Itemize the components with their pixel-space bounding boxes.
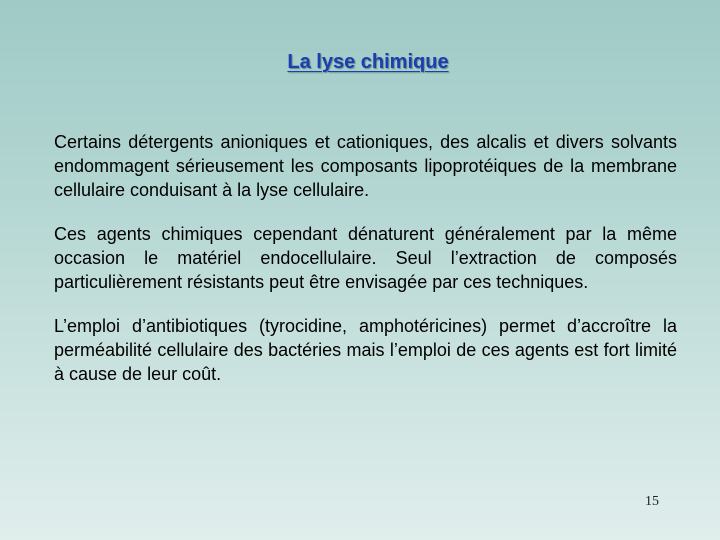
paragraph-detergents: Certains détergents anioniques et cationiques, des alcalis et divers solvants endommagent sérieusement les composants lipoprotéiques de la membrane cellulaire conduisant à la lyse cellulaire. (54, 132, 677, 200)
paragraph-chemical-agents: Ces agents chimiques cependant dénaturent généralement par la même occasion le matériel endocellulaire. Seul l’extraction de composés particulièrement résistants peut être envisagée par ces techniques. (54, 224, 677, 292)
paragraph-antibiotics: L’emploi d’antibiotiques (tyrocidine, amphotéricines) permet d’accroître la perméabilité cellulaire des bactéries mais l’emploi de ces agents est fort limité à cause de leur coût. (54, 316, 677, 384)
slide-body (54, 130, 677, 406)
page-number: 15 (645, 494, 659, 509)
slide-title: La lyse chimique (287, 51, 449, 73)
